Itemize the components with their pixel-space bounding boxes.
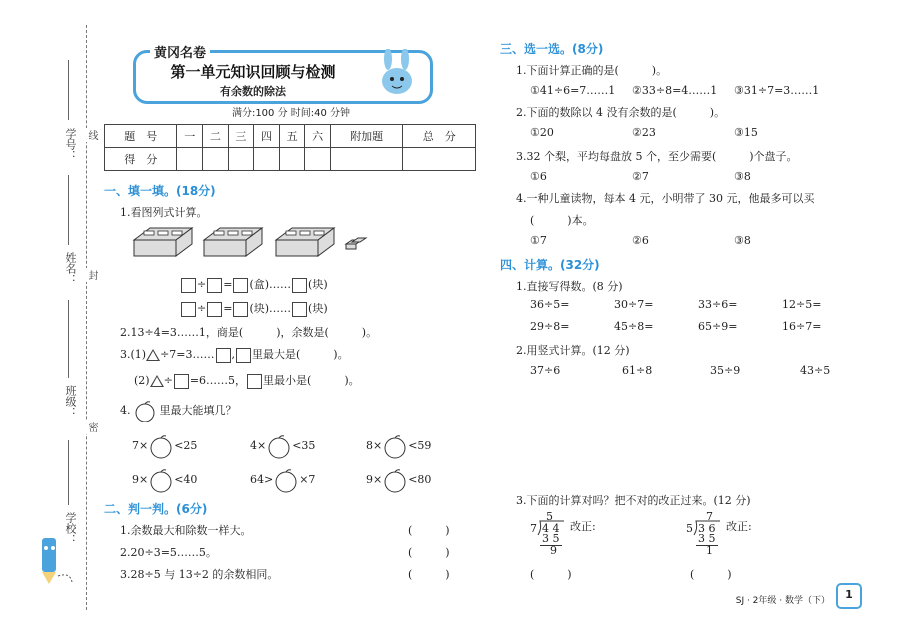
s1-q1-row2: ÷ = (块)…… (块)	[180, 300, 328, 317]
table-header-cell: 一	[177, 125, 203, 148]
answer-box[interactable]	[233, 278, 248, 293]
long-division-1: 5 7 4 4 3 5 9	[528, 512, 568, 558]
school-label: 学校：	[64, 512, 77, 545]
answer-box[interactable]	[247, 374, 262, 389]
table-header-cell: 三	[228, 125, 254, 148]
table-header-cell: 五	[279, 125, 305, 148]
option[interactable]: ①6	[530, 170, 547, 183]
class-field[interactable]	[68, 300, 69, 378]
page-title: 第一单元知识回顾与检测	[170, 63, 336, 81]
s1-q4-item: 7× <25	[132, 433, 197, 459]
s4-q3: 3.下面的计算对吗？把不对的改正过来。(12 分)	[516, 494, 751, 507]
answer-box[interactable]	[292, 278, 307, 293]
answer-box[interactable]	[181, 278, 196, 293]
name-label: 姓名：	[64, 252, 77, 285]
s1-q4-item: 4× <35	[250, 433, 315, 459]
binding-word-secret: 密	[86, 422, 97, 432]
option[interactable]: ③31÷7=3……1	[734, 84, 820, 97]
option[interactable]: ②6	[632, 234, 649, 247]
mental-math-item: 45÷8=	[614, 320, 654, 333]
answer-box[interactable]	[233, 302, 248, 317]
s2-item: 1.余数最大和除数一样大。	[120, 524, 252, 537]
s3-q4: 4.一种儿童读物，每本 4 元，小明带了 30 元，他最多可以买	[516, 192, 815, 205]
score-info: 满分:100 分 时间:40 分钟	[231, 108, 351, 119]
score-table	[104, 124, 476, 171]
name-field[interactable]	[68, 175, 69, 245]
s2-item: 2.20÷3=5……5。	[120, 546, 217, 559]
apple-icon[interactable]	[266, 433, 292, 459]
score-cell[interactable]	[305, 148, 331, 171]
apple-icon[interactable]	[382, 467, 408, 493]
page-subtitle: 有余数的除法	[220, 85, 286, 98]
correction-label: 改正:	[570, 520, 596, 533]
student-no-field[interactable]	[68, 60, 69, 120]
s1-q3a: 3.(1) ÷7=3…… , 里最大是( )。	[120, 348, 349, 361]
score-cell[interactable]	[279, 148, 305, 171]
pencil-mascot-icon	[28, 528, 78, 588]
answer-box[interactable]	[174, 374, 189, 389]
s1-q4-item: 8× <59	[366, 433, 431, 459]
s1-q4-item: 64> ×7	[250, 467, 315, 493]
score-table-score-row	[105, 148, 476, 171]
correction-label: 改正:	[726, 520, 752, 533]
bunny-mascot-icon	[372, 49, 422, 99]
table-header-cell: 二	[203, 125, 229, 148]
answer-box[interactable]	[292, 302, 307, 317]
score-table-header-row	[105, 125, 476, 148]
s1-q4: 4. 里最大能填几？	[120, 400, 237, 422]
score-cell[interactable]	[228, 148, 254, 171]
answer-paren[interactable]: ( )	[408, 568, 450, 581]
mental-math-item: 65÷9=	[698, 320, 738, 333]
vertical-calc-item: 43÷5	[800, 364, 831, 377]
s3-q2: 2.下面的数除以 4 没有余数的是( )。	[516, 106, 726, 119]
triangle-icon	[150, 375, 164, 387]
answer-box[interactable]	[181, 302, 196, 317]
class-label: 班级：	[64, 385, 77, 418]
long-division-2: 7 5 3 6 3 5 1	[684, 512, 724, 558]
mental-math-item: 29÷8=	[530, 320, 570, 333]
vertical-calc-item: 61÷8	[622, 364, 653, 377]
answer-paren[interactable]: ( )	[690, 568, 732, 581]
s4-q1: 1.直接写得数。(8 分)	[516, 280, 623, 293]
student-no-label: 学号：	[64, 128, 77, 161]
option[interactable]: ①20	[530, 126, 554, 139]
table-header-cell: 题 号	[105, 125, 177, 148]
answer-paren[interactable]: ( )	[408, 524, 450, 537]
school-field[interactable]	[68, 440, 69, 505]
section2-title: 二、判一判。(6分)	[104, 502, 208, 516]
option[interactable]: ②7	[632, 170, 649, 183]
s1-q2: 2.13÷4=3……1，商是( )，余数是( )。	[120, 326, 378, 339]
option[interactable]: ③8	[734, 234, 751, 247]
s3-q3: 3.32 个梨，平均每盘放 5 个，至少需要( )个盘子。	[516, 150, 798, 163]
vertical-calc-item: 35÷9	[710, 364, 741, 377]
score-cell[interactable]	[403, 148, 476, 171]
table-header-cell: 四	[254, 125, 280, 148]
apple-icon[interactable]	[273, 467, 299, 493]
answer-box[interactable]	[216, 348, 231, 363]
mental-math-item: 12÷5=	[782, 298, 822, 311]
mental-math-item: 30÷7=	[614, 298, 654, 311]
s1-q3b: (2) ÷ =6……5， 里最小是( )。	[134, 374, 360, 387]
option[interactable]: ③15	[734, 126, 758, 139]
apple-icon[interactable]	[148, 433, 174, 459]
s2-item: 3.28÷5 与 13÷2 的余数相同。	[120, 568, 279, 581]
s1-q1-row1: ÷ = (盒)…… (块)	[180, 276, 328, 293]
option[interactable]: ①7	[530, 234, 547, 247]
table-header-cell: 六	[305, 125, 331, 148]
binding-word-line: 线	[86, 130, 97, 140]
option[interactable]: ②33÷8=4……1	[632, 84, 718, 97]
triangle-icon	[146, 349, 160, 361]
score-cell[interactable]	[203, 148, 229, 171]
section1-title: 一、填一填。(18分)	[104, 184, 216, 198]
s3-q4-cont: ( )本。	[530, 214, 594, 227]
score-cell[interactable]	[254, 148, 280, 171]
binding-word-seal: 封	[86, 270, 97, 280]
binding-margin	[0, 0, 97, 624]
s3-q1: 1.下面计算正确的是( )。	[516, 64, 668, 77]
footer-text: SJ · 2年级 · 数学（下）	[735, 596, 830, 606]
s1-q1: 1.看图列式计算。	[120, 206, 208, 219]
mental-math-item: 36÷5=	[530, 298, 570, 311]
section3-title: 三、选一选。(8分)	[500, 42, 604, 56]
score-cell[interactable]	[330, 148, 402, 171]
brand-logo: 黄冈名卷	[150, 42, 210, 61]
mental-math-item: 16÷7=	[782, 320, 822, 333]
table-header-cell: 附加题	[330, 125, 402, 148]
answer-box[interactable]	[207, 278, 222, 293]
s1-q4-item: 9× <40	[132, 467, 197, 493]
apple-icon[interactable]	[382, 433, 408, 459]
apple-icon	[134, 400, 156, 422]
mental-math-item: 33÷6=	[698, 298, 738, 311]
binding-dashed-line	[86, 25, 87, 610]
answer-box[interactable]	[236, 348, 251, 363]
vertical-calc-item: 37÷6	[530, 364, 561, 377]
answer-paren[interactable]: ( )	[408, 546, 450, 559]
s4-q2: 2.用竖式计算。(12 分)	[516, 344, 630, 357]
s1-q4-item: 9× <80	[366, 467, 431, 493]
table-header-cell: 总 分	[403, 125, 476, 148]
option[interactable]: ②23	[632, 126, 656, 139]
answer-box[interactable]	[207, 302, 222, 317]
apple-icon[interactable]	[148, 467, 174, 493]
score-row-label: 得 分	[105, 148, 177, 171]
answer-paren[interactable]: ( )	[530, 568, 572, 581]
page-number: 1	[836, 583, 862, 609]
option[interactable]: ③8	[734, 170, 751, 183]
chocolate-boxes-illustration	[130, 224, 370, 262]
score-cell[interactable]	[177, 148, 203, 171]
option[interactable]: ①41÷6=7……1	[530, 84, 616, 97]
section4-title: 四、计算。(32分)	[500, 258, 600, 272]
